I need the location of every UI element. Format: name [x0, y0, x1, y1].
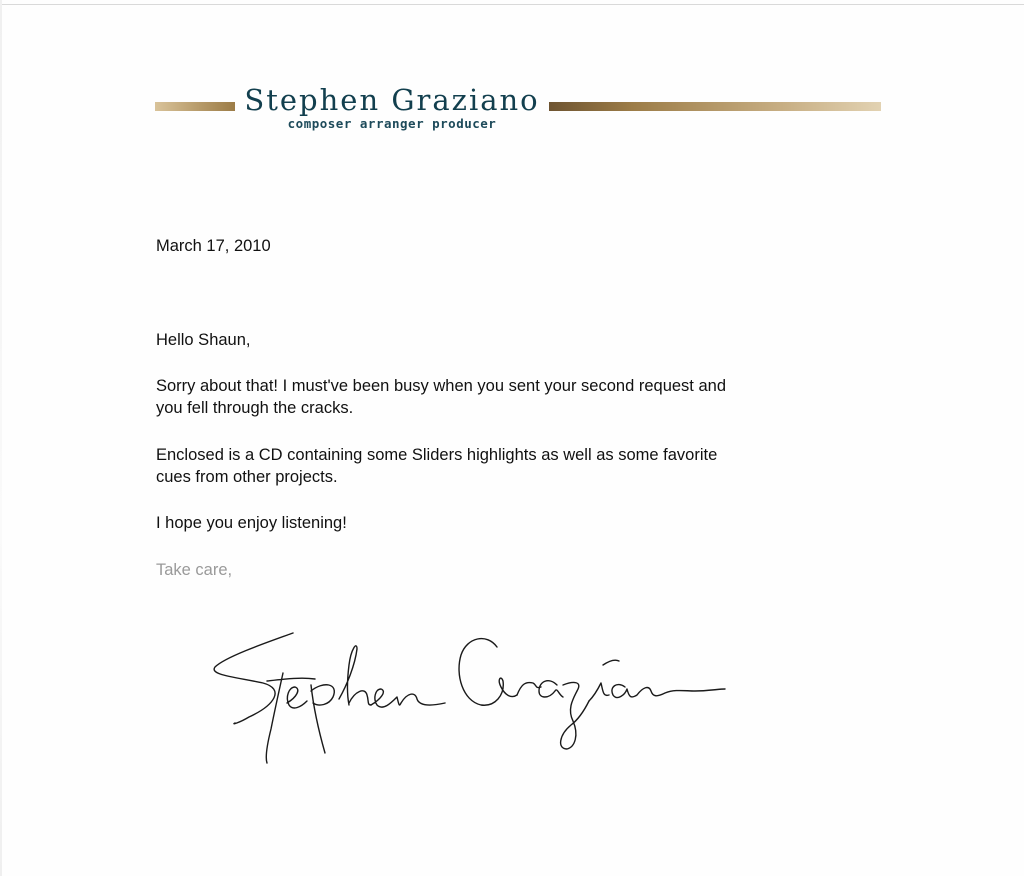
paragraph-line: you fell through the cracks.	[156, 399, 354, 417]
letter-date: March 17, 2010	[156, 237, 271, 255]
letter-paragraph-2	[156, 444, 717, 488]
letterhead-name: Stephen Graziano	[244, 83, 540, 117]
paragraph-line: cues from other projects.	[156, 468, 338, 486]
letterhead-bar-right	[549, 102, 881, 111]
letter-closing: Take care,	[156, 561, 233, 579]
handwritten-signature	[205, 625, 735, 770]
scan-edge-top	[0, 4, 1024, 5]
paragraph-line: Sorry about that! I must've been busy when you sent your second request and	[156, 377, 726, 395]
scan-edge-left	[0, 0, 2, 876]
letterhead	[155, 80, 881, 140]
letter-greeting: Hello Shaun,	[156, 331, 251, 349]
paragraph-line: Enclosed is a CD containing some Sliders highlights as well as some favorite	[156, 446, 718, 464]
letter-paragraph-1	[156, 375, 726, 419]
letterhead-bar-left	[155, 102, 235, 111]
letter-paragraph-3: I hope you enjoy listening!	[156, 514, 347, 532]
letterhead-tagline: composer arranger producer	[287, 116, 497, 131]
